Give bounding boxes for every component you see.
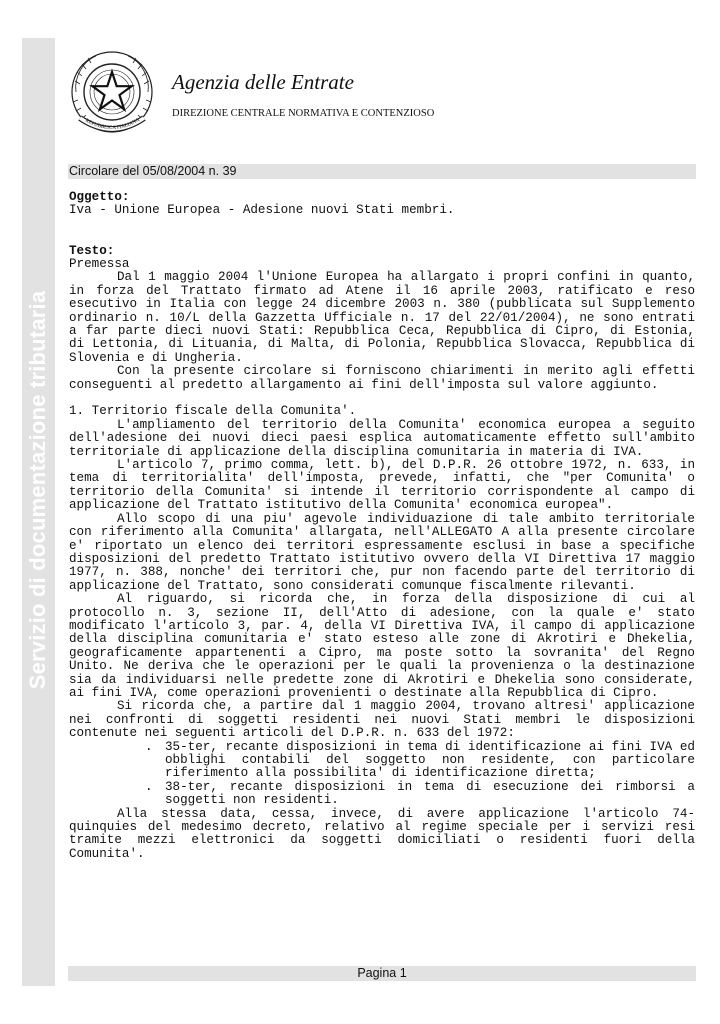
bullet-marker: . [145, 739, 153, 754]
bullet-marker: . [145, 779, 153, 794]
footer-bar [68, 966, 696, 981]
paragraph: L'articolo 7, primo comma, lett. b), del D.P.R. 26 ottobre 1972, n. 633, in tema di territorialita' dell'imposta, prevede, infatti, che "per Comunita' o territorio della Comunita' si intende il territorio corrispondente al campo di applicazione del Trattato istitutivo della Comunita' economica europea". [69, 458, 695, 513]
list-item-text: 35-ter, recante disposizioni in tema di identificazione ai fini IVA ed obblighi contabili del soggetto non residente, con particolare riferimento alla possibilita' di identificazione diretta; [165, 739, 695, 781]
paragraph: Con la presente circolare si forniscono chiarimenti in merito agli effetti conseguenti al predetto allargamento ai fini dell'imposta sul valore aggiunto. [69, 364, 695, 392]
testo-label: Testo: [69, 243, 115, 258]
list-item [69, 781, 695, 808]
paragraph: Al riguardo, si ricorda che, in forza della disposizione di cui al protocollo n. 3, sezione II, dell'Atto di adesione, con la quale e' stato modificato l'articolo 3, par. 4, della VI Direttiva IVA, il campo di applicazione della disciplina comunitaria e' stato esteso alle zone di Akrotiri e Dhekelia, geograficamente appartenenti a Cipro, ma poste sotto la sovranita' del Regno Unito. Ne deriva che le operazioni per le quali la provenienza o la destinazione sia da individuarsi nelle predette zone di Akrotiri e Dhekelia sono considerate, ai fini IVA, come operazioni provenienti o destinate alla Repubblica di Cipro. [69, 592, 695, 700]
oggetto-text: Iva - Unione Europea - Adesione nuovi Stati membri. [69, 203, 455, 218]
circolare-header-bar [68, 164, 696, 179]
section-title: 1. Territorio fiscale della Comunita'. [69, 404, 357, 419]
republic-emblem-icon [66, 48, 158, 140]
paragraph: Alla stessa data, cessa, invece, di avere applicazione l'articolo 74-quinquies del medesimo decreto, relativo al regime speciale per i servizi resi tramite mezzi elettronici da soggetti domiciliati o residenti fuori della Comunita'. [69, 806, 695, 861]
paragraph: L'ampliamento del territorio della Comunita' economica europea a seguito dell'adesione dei nuovi dieci paesi esplica automaticamente effetto sull'ambito territoriale di applicazione della disciplina comunitaria in materia di IVA. [69, 417, 695, 459]
paragraph: Si ricorda che, a partire dal 1 maggio 2004, trovano altresi' applicazione nei confronti di soggetti residenti nei nuovi Stati membri le disposizioni contenute nei seguenti articoli del D.P.R. n. 633 del 1972: [69, 699, 695, 741]
premessa-heading: Premessa [69, 257, 130, 271]
paragraph: Dal 1 maggio 2004 l'Unione Europea ha allargato i propri confini in quanto, in forza del Trattato firmato ad Atene il 16 aprile 2003, ratificato e reso esecutivo in Italia con legge 24 dicembre 2003 n. 380 (pubblicata sul Supplemento ordinario n. 10/L della Gazzetta Ufficiale n. 17 del 22/01/2004), ne sono entrati a far parte dieci nuovi Stati: Repubblica Ceca, Repubblica di Cipro, di Estonia, di Lettonia, di Lituania, di Malta, di Polonia, Repubblica Slovacca, Repubblica di Slovenia e di Ungheria. [69, 270, 695, 365]
oggetto-label: Oggetto: [69, 190, 130, 204]
agency-title: Agenzia delle Entrate [172, 70, 354, 94]
document-body [69, 191, 695, 861]
sidebar-label: Servizio di documentazione tributaria [25, 290, 50, 690]
svg-text:REPUBBLICA ITALIANA: REPUBBLICA ITALIANA [84, 116, 141, 132]
agency-subtitle: DIREZIONE CENTRALE NORMATIVA E CONTENZIOSO [172, 108, 435, 119]
page-number: Pagina 1 [357, 966, 407, 980]
circolare-label: Circolare del 05/08/2004 n. 39 [69, 164, 237, 178]
list-item [69, 741, 695, 781]
paragraph: Allo scopo di una piu' agevole individuazione di tale ambito territoriale con riferimento alla Comunita' allargata, nell'ALLEGATO A alla presente circolare e' riportato un elenco dei territori espressamente esclusi in base a specifiche disposizioni del predetto Trattato istitutivo ovvero della VI Direttiva 17 maggio 1977, n. 388, nonche' dei territori che, pur non facendo parte del territorio di applicazione del Trattato, sono considerati comunque fiscalmente rilevanti. [69, 511, 695, 593]
list-item-text: 38-ter, recante disposizioni in tema di esecuzione dei rimborsi a soggetti non residenti. [165, 779, 695, 808]
